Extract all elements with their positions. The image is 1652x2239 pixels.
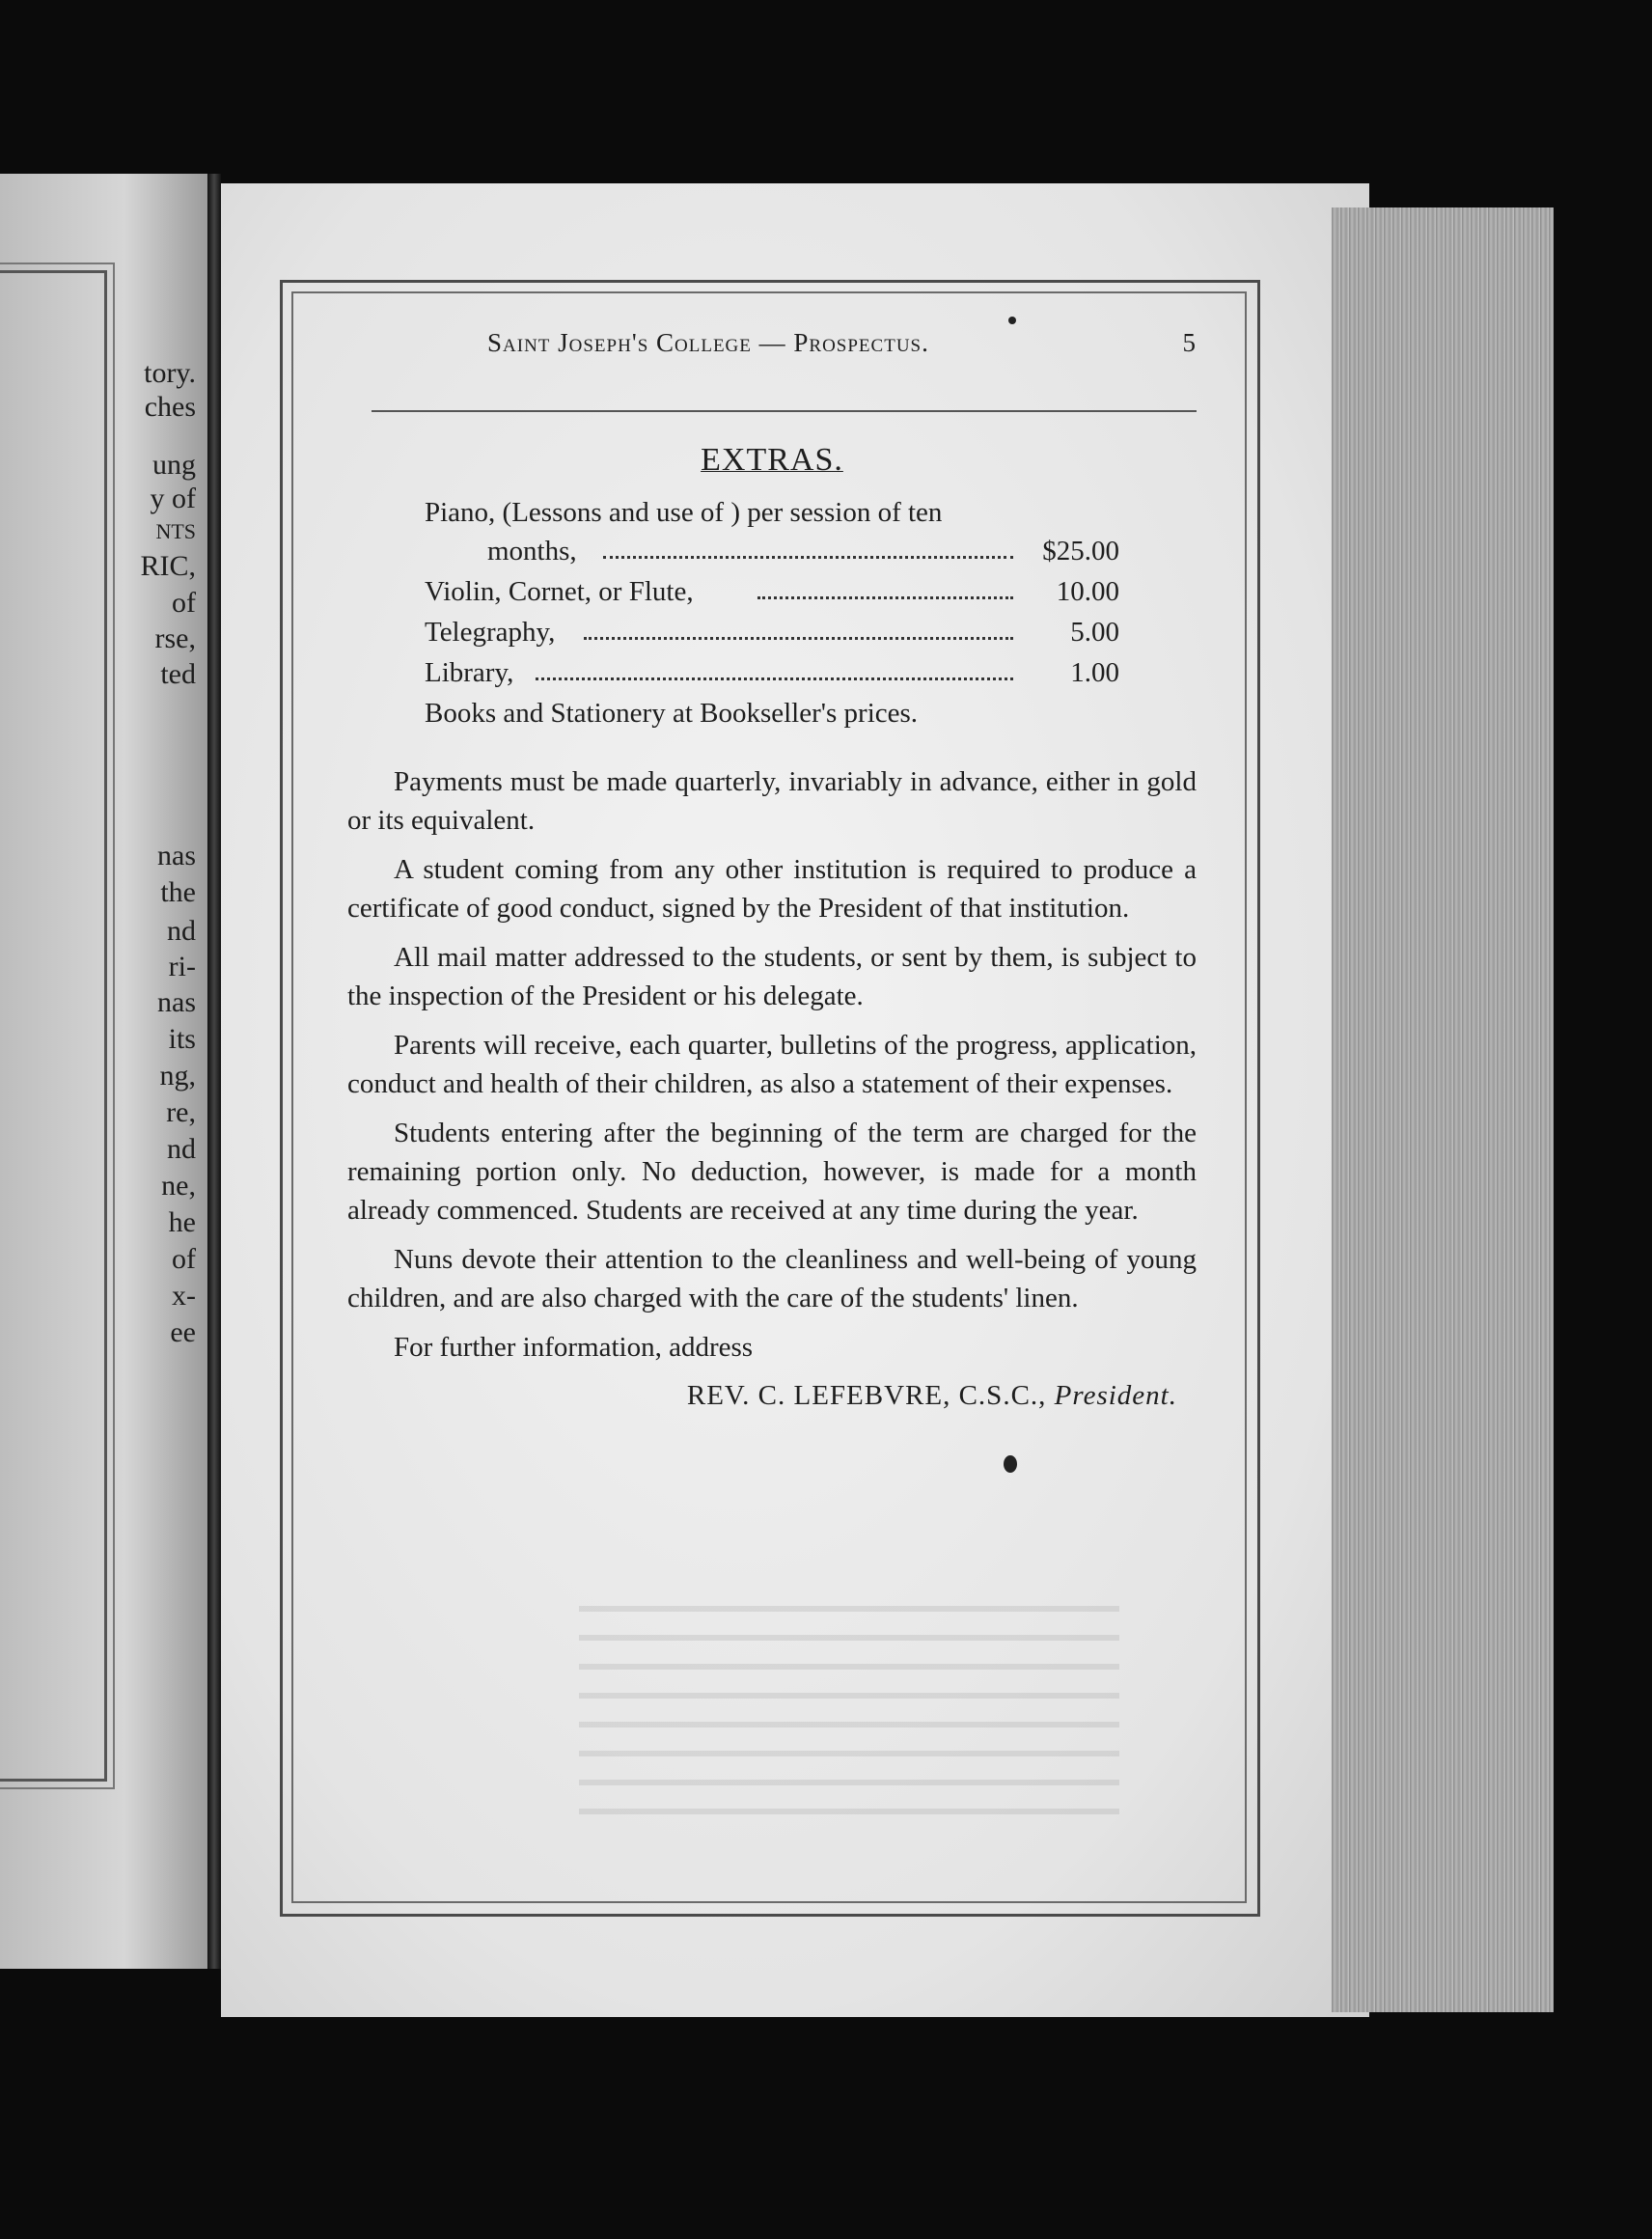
running-header [347, 318, 1197, 376]
extras-title: EXTRAS. [701, 442, 843, 478]
left-page [0, 174, 207, 1969]
extras-item [425, 571, 1119, 612]
paragraph-entering: Students entering after the beginning of the term are charged for the remaining portion only. No deduction, however, is made for a month already commenced. Students are received at any time during the year. [347, 1118, 1197, 1226]
left-fragment: ri- [168, 951, 196, 982]
signature-title: President. [1054, 1380, 1177, 1411]
left-fragment: its [168, 1023, 196, 1055]
left-fragment: nd [167, 915, 196, 947]
left-fragment: ng, [159, 1060, 196, 1092]
extras-item [425, 652, 1119, 693]
leader-dots [584, 637, 1013, 640]
leader-dots [603, 556, 1013, 559]
extras-item-label: Library, [425, 657, 514, 688]
extras-list [425, 492, 1119, 733]
left-fragment: x- [172, 1280, 196, 1312]
header-rule [372, 410, 1197, 412]
left-fragment: ted [160, 658, 196, 690]
leader-dots [757, 596, 1013, 599]
left-page-frame [0, 270, 107, 1782]
signature [347, 1380, 1197, 1412]
leader-dots [536, 677, 1013, 680]
extras-item-price: 10.00 [1056, 576, 1119, 607]
extras-item-price: 1.00 [1070, 657, 1119, 688]
extras-item [425, 693, 1119, 733]
left-fragment: the [160, 876, 196, 908]
body-text [347, 762, 1197, 1412]
paragraph-certificate: A student coming from any other institution is required to produce a certificate of good conduct, signed by the President of that institution. [347, 854, 1197, 924]
left-fragment: ches [144, 391, 196, 423]
left-fragment: RIC, [140, 550, 196, 582]
left-fragment: nd [167, 1133, 196, 1165]
book-gutter [207, 174, 221, 1969]
paragraph-bulletins: Parents will receive, each quarter, bulletins of the progress, application, conduct and health of their children, as also a statement of their expenses. [347, 1030, 1197, 1099]
extras-item-label: months, [487, 536, 577, 567]
paragraph-payments: Payments must be made quarterly, invariably in advance, either in gold or its equivalent. [347, 766, 1197, 836]
left-fragment: ee [170, 1316, 196, 1348]
left-fragment: he [168, 1206, 196, 1238]
paragraph-nuns: Nuns devote their attention to the cleanliness and well-being of young children, and are also charged with the care of the students' linen. [347, 1244, 1197, 1313]
left-fragment: y of [150, 483, 196, 514]
extras-item [425, 612, 1119, 652]
paragraph-mail: All mail matter addressed to the students, or sent by them, is subject to the inspection of the President or his delegate. [347, 942, 1197, 1011]
left-fragment: nas [157, 986, 196, 1018]
address-line: For further information, address [394, 1332, 754, 1363]
bleed-through-ghost [579, 1583, 1119, 1814]
ink-blot [1004, 1455, 1017, 1473]
extras-item-label: Violin, Cornet, or Flute, [425, 576, 694, 607]
left-fragment: tory. [144, 357, 196, 389]
left-fragment: ung [152, 449, 196, 481]
left-fragment: re, [166, 1096, 196, 1128]
page-edges [1332, 207, 1554, 2012]
signature-name: REV. C. LEFEBVRE, C.S.C., [686, 1380, 1047, 1411]
left-fragment: ne, [161, 1170, 196, 1202]
left-fragment: NTS [155, 519, 196, 543]
header-title: Saint Joseph's College — Prospectus. [487, 328, 929, 357]
page-number: 5 [1182, 328, 1197, 357]
page-content [347, 318, 1197, 1411]
extras-item-label: Telegraphy, [425, 617, 556, 648]
left-fragment: nas [157, 840, 196, 871]
left-fragment: rse, [154, 622, 196, 654]
left-fragment: of [172, 1243, 196, 1275]
left-fragment: of [172, 587, 196, 619]
extras-item [425, 531, 1119, 571]
extras-item-label: Piano, (Lessons and use of ) per session of ten [425, 497, 943, 528]
extras-item-price: 5.00 [1070, 617, 1119, 648]
extras-item [425, 492, 1119, 531]
extras-item-price: $25.00 [1042, 536, 1119, 567]
extras-item-label: Books and Stationery at Bookseller's prices. [425, 698, 919, 729]
